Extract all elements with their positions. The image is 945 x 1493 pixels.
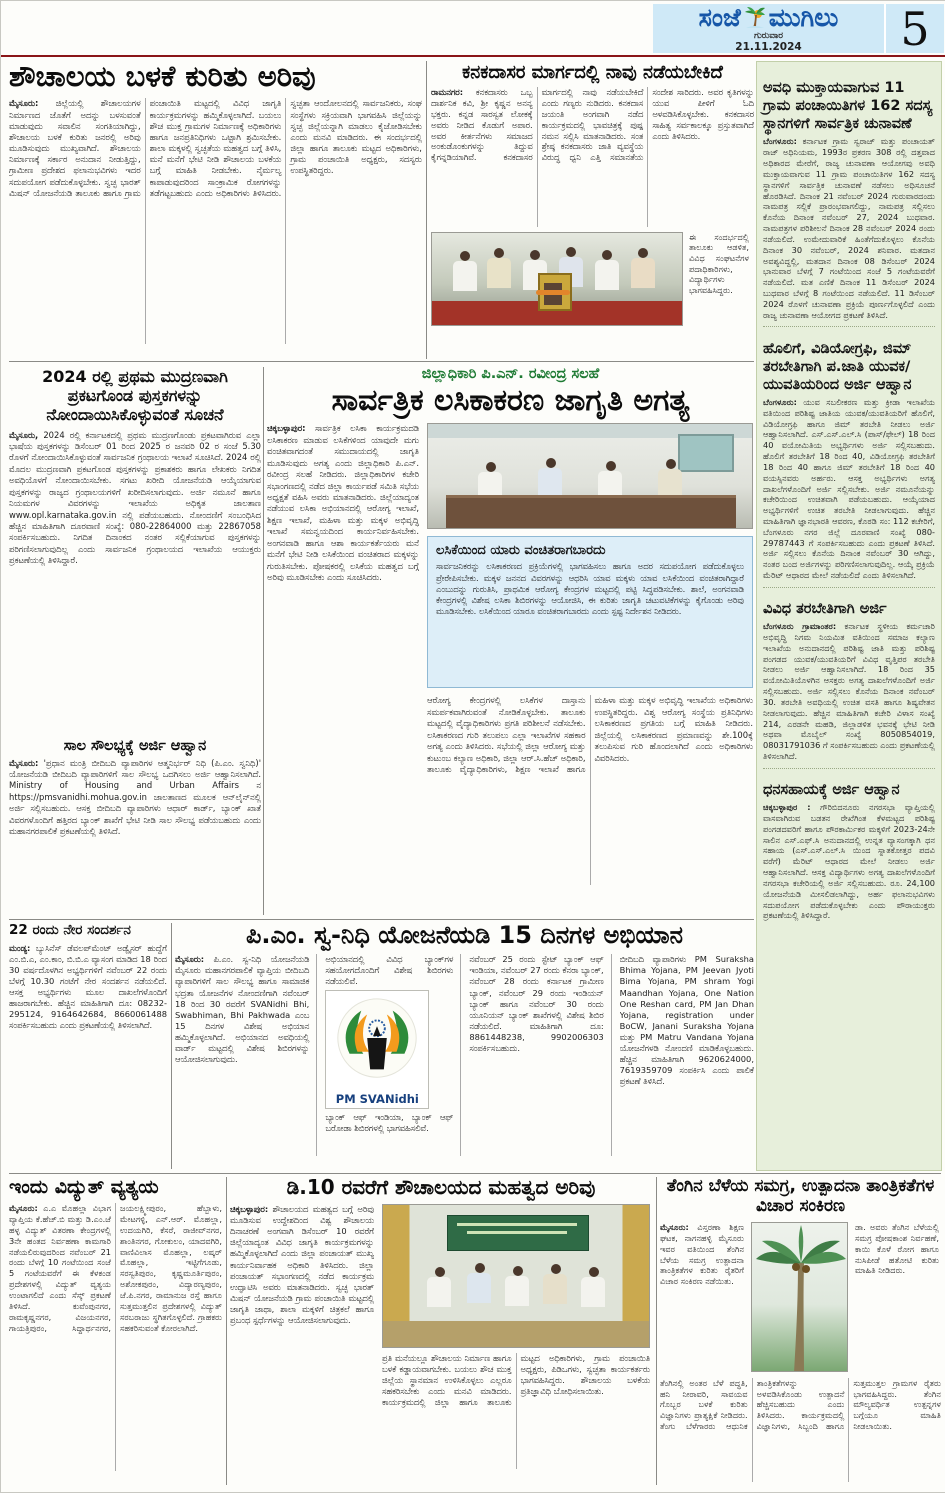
body-text: ಸಾರ್ವತ್ರಿಕ ಲಸಿಕಾ ಕಾರ್ಯಕ್ರಮದಡಿ ಲಸಿಕಾಕರಣ ಮಾಡುವ ಲಸಿಕೆಗಳಿಂದ ಯಾವುದೇ ಮಗು ವಂಚಿತವಾಗದಂತೆ ಸಮುದಾಯದಲ್ಲಿ ಜಾಗೃತಿ ಮೂಡಿಸುವುದು ಅಗತ್ಯ ಎಂದು ಜಿಲ್ಲಾಧಿಕಾರಿ ಪಿ.ಎನ್. ರವೀಂದ್ರ ಸಲಹೆ ನೀಡಿದರು. ಜಿಲ್ಲಾಧಿಕಾರಿಗಳ ಕಚೇರಿ ಸಭಾಂಗಣದಲ್ಲಿ ನಡೆದ ಜಿಲ್ಲಾ ಕಾರ್ಯಪಡೆ ಸಮಿತಿ ಸಭೆಯ ಅಧ್ಯಕ್ಷತೆ ವಹಿಸಿ ಅವರು ಮಾತನಾಡಿದರು. ಜಿಲ್ಲೆಯಾದ್ಯಂತ ನಡೆಯುವ ಲಸಿಕಾ ಅಭಿಯಾನದಲ್ಲಿ ಆರೋಗ್ಯ ಇಲಾಖೆ, ಶಿಕ್ಷಣ ಇಲಾಖೆ, ಮಹಿಳಾ ಮತ್ತು ಮಕ್ಕಳ ಅಭಿವೃದ್ಧಿ ಇಲಾಖೆ ಸಮನ್ವಯದಿಂದ ಕಾರ್ಯನಿರ್ವಹಿಸಬೇಕು. ಅಂಗನವಾಡಿ ಹಾಗೂ ಆಶಾ ಕಾರ್ಯಕರ್ತೆಯರು ಮನೆ ಮನೆಗೆ ಭೇಟಿ ನೀಡಿ ಲಸಿಕೆಯಿಂದ ವಂಚಿತರಾದ ಮಕ್ಕಳನ್ನು ಗುರುತಿಸಬೇಕು. ಪೋಷಕರಲ್ಲಿ ಲಸಿಕೆಯ ಮಹತ್ವದ ಬಗ್ಗೆ ಅರಿವು ಮೂಡಿಸಬೇಕು ಎಂದು ಸೂಚಿಸಿದರು. (267, 423, 419, 582)
row-divider (9, 361, 754, 362)
dateline: ಮೈಸೂರು, (9, 429, 39, 440)
headline: ಹೊಲಿಗೆ, ವಿಡಿಯೋಗ್ರಫಿ, ಜಿಮ್ ತರಬೇತಿಗಾಗಿ ಪ.ಜಾತಿ ಯುವಕ/ಯುವತಿಯರಿಂದ ಅರ್ಜಿ ಆಹ್ವಾನ (763, 340, 912, 393)
body-text: ಕರ್ನಾಟಕ ಸ್ಥಳೀಯ ಕರ್ಮಚಾರಿ ಅಭಿವೃದ್ಧಿ ನಿಗಮ ನಿಯಮಿತ ವತಿಯಿಂದ ಸಮಾಜ ಕಲ್ಯಾಣ ಇಲಾಖೆಯ ಅನುದಾನದಲ್ಲಿ ಪರಿಶಿಷ್ಟ ಜಾತಿ ಮತ್ತು ಪರಿಶಿಷ್ಟ ಪಂಗಡದ ಯುವಕ/ಯುವತಿಯರಿಗೆ ವಿವಿಧ ವೃತ್ತಿಪರ ತರಬೇತಿ ನೀಡಲು ಅರ್ಜಿ ಆಹ್ವಾನಿಸಲಾಗಿದೆ. 18 ರಿಂದ 35 ವಯೋಮಿತಿಯೊಳಗಿನ ಆಸಕ್ತರು ಅಗತ್ಯ ದಾಖಲೆಗಳೊಂದಿಗೆ ಅರ್ಜಿ ಸಲ್ಲಿಸಬಹುದು. ಅರ್ಜಿ ಸಲ್ಲಿಸಲು ಕೊನೆಯ ದಿನಾಂಕ ನವೆಂಬರ್ 30. ತರಬೇತಿ ಅವಧಿಯಲ್ಲಿ ಉಚಿತ ವಸತಿ ಹಾಗೂ ಶಿಷ್ಯವೇತನ ನೀಡಲಾಗುವುದು. ಹೆಚ್ಚಿನ ಮಾಹಿತಿಗಾಗಿ ಕಚೇರಿ ವಿಳಾಸ ಸಂಖ್ಯೆ 214, ಎರಡನೇ ಮಹಡಿ, ಜಿಲ್ಲಾಡಳಿತ ಭವನಕ್ಕೆ ಭೇಟಿ ನೀಡಿ ಅಥವಾ ಮೊಬೈಲ್ ಸಂಖ್ಯೆ 8050854019, 08031791036 ಗೆ ಸಂಪರ್ಕಿಸಬಹುದು ಎಂದು ಪ್ರಕಟಣೆಯಲ್ಲಿ ತಿಳಿಸಲಾಗಿದೆ. (763, 621, 936, 762)
photo-kanakadasa-event (431, 232, 683, 326)
body-text: 'ಪ್ರಧಾನ ಮಂತ್ರಿ ಬೀದಿಬದಿ ವ್ಯಾಪಾರಿಗಳ ಆತ್ಮನಿರ್ಭರ್ ನಿಧಿ (ಪಿ.ಎಂ. ಸ್ವನಿಧಿ)' ಯೋಜನೆಯಡಿ ಬೀದಿಬದಿ ವ್ಯಾಪಾರಿಗಳಿಗೆ ಸಾಲ ಸೌಲಭ್ಯ ಒದಗಿಸಲು ಅರ್ಜಿ ಆಹ್ವಾನಿಸಲಾಗಿದೆ. Ministry of Housing and Urban Affairs ನ https://pmsvanidhi.mohua.gov.in ಜಾಲತಾಣದ ಮೂಲಕ ಆನ್‌ಲೈನ್‌ನಲ್ಲಿ ಅರ್ಜಿ ಸಲ್ಲಿಸಬಹುದು. ಆಸಕ್ತ ಬೀದಿಬದಿ ವ್ಯಾಪಾರಿಗಳು ಆಧಾರ್ ಕಾರ್ಡ್, ಬ್ಯಾಂಕ್ ಖಾತೆ ವಿವರಗಳೊಂದಿಗೆ ಹತ್ತಿರದ ಬ್ಯಾಂಕ್ ಶಾಖೆಗೆ ಭೇಟಿ ನೀಡಿ ಸಾಲ ಸೌಲಭ್ಯ ಪಡೆಯಬಹುದು ಎಂದು ಮಹಾನಗರಪಾಲಿಕೆ ಪ್ರಕಟಣೆಯಲ್ಲಿ ತಿಳಿಸಿದೆ. (9, 757, 261, 837)
dateline: ಮೈಸೂರು: (660, 1222, 689, 1233)
vaccination-infobox (427, 536, 753, 688)
column-divider (263, 367, 264, 915)
story-gp-election (763, 79, 935, 327)
body (763, 397, 935, 581)
masthead-day: ಗುರುವಾರ (753, 30, 784, 41)
masthead-rule (1, 55, 945, 57)
story-tailoring-training (763, 340, 935, 588)
kicker: ಜಿಲ್ಲಾಧಿಕಾರಿ ಪಿ.ಎನ್. ರವೀಂದ್ರ ಸಲಹೆ (421, 367, 600, 382)
headline: ತೆಂಗಿನ ಬೆಳೆಯ ಸಮಗ್ರ, ಉತ್ಪಾದನಾ ತಾಂತ್ರಿಕತೆಗಳ ವಿಚಾರ ಸಂಕಿರಣ (666, 1177, 935, 1216)
story-toilet-awareness (9, 61, 422, 359)
masthead-title-left: ಸಂಜೆ (698, 2, 741, 32)
body (763, 136, 935, 320)
body-text: ಪಿ.ಎಂ. ಸ್ವ-ನಿಧಿ ಯೋಜನೆಯಡಿ ಮೈಸೂರು ಮಹಾನಗರಪಾಲಿಕೆ ವ್ಯಾಪ್ತಿಯ ಬೀದಿಬದಿ ವ್ಯಾಪಾರಿಗಳಿಗೆ ಸಾಲ ಸೌಲಭ್ಯ ಹಾಗೂ ಸಾಮಾಜಿಕ ಭದ್ರತಾ ಯೋಜನೆಗಳ ನೋಂದಣಿಗಾಗಿ ನವೆಂಬರ್ 18 ರಿಂದ 30 ರವರೆಗೆ SVANidhi Bhi, Swabhiman, Bhi Pakhwada ಎಂಬ 15 ದಿನಗಳ ವಿಶೇಷ ಅಭಿಯಾನ ಹಮ್ಮಿಕೊಳ್ಳಲಾಗಿದೆ. ಅಭಿಯಾನದ ಅವಧಿಯಲ್ಲಿ ವಾರ್ಡ್ ಮಟ್ಟದಲ್ಲಿ ವಿಶೇಷ ಶಿಬಿರಗಳನ್ನು ಆಯೋಜಿಸಲಾಗುವುದು. (175, 954, 310, 1065)
body (9, 430, 261, 730)
body-left (660, 1222, 744, 1372)
body (9, 1203, 222, 1471)
body-left (267, 423, 419, 891)
body-bottom: ತೆಂಗಿನಲ್ಲಿ ಅಂತರ ಬೆಳೆ ಪದ್ಧತಿ, ಹನಿ ನೀರಾವರಿ, ಸಾವಯವ ಗೊಬ್ಬರ ಬಳಕೆ ಕುರಿತು ವಿಜ್ಞಾನಿಗಳು ಪ್ರಾತ್ಯಕ್ಷಿಕೆ ನೀಡಿದರು. ತೆಂಗು ಬೆಳೆಗಾರರು ಆಧುನಿಕ ತಾಂತ್ರಿಕತೆಗಳನ್ನು ಅಳವಡಿಸಿಕೊಂಡು ಉತ್ಪಾದನೆ ಹೆಚ್ಚಿಸಬಹುದು ಎಂದು ತಿಳಿಸಿದರು. ಕಾರ್ಯಕ್ರಮದಲ್ಲಿ ವಿಜ್ಞಾನಿಗಳು, ಸಿಬ್ಬಂದಿ ಹಾಗೂ ಸುತ್ತಮುತ್ತಲ ಗ್ರಾಮಗಳ ರೈತರು ಭಾಗವಹಿಸಿದ್ದರು. ತೆಂಗಿನ ಮೌಲ್ಯವರ್ಧಿತ ಉತ್ಪನ್ನಗಳ ಬಗ್ಗೆಯೂ ಮಾಹಿತಿ ನೀಡಲಾಯಿತು. (660, 1378, 941, 1431)
story-interview (9, 923, 167, 1169)
body-text: ಯುವ ಸಬಲೀಕರಣ ಮತ್ತು ಕ್ರೀಡಾ ಇಲಾಖೆಯ ವತಿಯಿಂದ ಪರಿಶಿಷ್ಟ ಜಾತಿಯ ಯುವಕ/ಯುವತಿಯರಿಗೆ ಹೊಲಿಗೆ, ವಿಡಿಯೋಗ್ರಫಿ ಹಾಗೂ ಜಿಮ್ ತರಬೇತಿ ನೀಡಲು ಅರ್ಜಿ ಆಹ್ವಾನಿಸಲಾಗಿದೆ. ಎಸ್.ಎಸ್.ಎಲ್.ಸಿ (ಪಾಸ್/ಫೇಲ್) 18 ರಿಂದ 40 ವಯೋಮಿತಿಯ ಅಭ್ಯರ್ಥಿಗಳು ಅರ್ಜಿ ಸಲ್ಲಿಸಬಹುದು. ಹೊಲಿಗೆ ತರಬೇತಿಗೆ 18 ರಿಂದ 40, ವಿಡಿಯೋಗ್ರಫಿ ತರಬೇತಿಗೆ 18 ರಿಂದ 40 ಹಾಗೂ ಜಿಮ್ ತರಬೇತಿಗೆ 18 ರಿಂದ 40 ವಯಸ್ಸಿನವರು ಅರ್ಹರು. ಆಸಕ್ತ ಅಭ್ಯರ್ಥಿಗಳು ಅಗತ್ಯ ದಾಖಲೆಗಳೊಂದಿಗೆ ಅರ್ಜಿ ಸಲ್ಲಿಸಬೇಕು. ಅರ್ಜಿ ನಮೂನೆಯನ್ನು ಕಚೇರಿಯಿಂದ ಉಚಿತವಾಗಿ ಪಡೆಯಬಹುದು. ಆಯ್ಕೆಯಾದ ಅಭ್ಯರ್ಥಿಗಳಿಗೆ ಉಚಿತ ತರಬೇತಿ ನೀಡಲಾಗುವುದು. ಹೆಚ್ಚಿನ ಮಾಹಿತಿಗಾಗಿ ಜ್ಞಾನಭಾರತಿ ಆವರಣ, ಕೊಠಡಿ ಸಂ: 112 ಕಚೇರಿಗೆ, ಬೆಂಗಳೂರು ನಗರ ಜಿಲ್ಲೆ ದೂರವಾಣಿ ಸಂಖ್ಯೆ 080-29787443 ಗೆ ಸಂಪರ್ಕಿಸಬಹುದು ಎಂದು ಪ್ರಕಟಣೆ ತಿಳಿಸಿದೆ. ಅರ್ಜಿ ಸಲ್ಲಿಸಲು ಕೊನೆಯ ದಿನಾಂಕ ನವೆಂಬರ್ 30 ಆಗಿದ್ದು, ನಂತರ ಬಂದ ಅರ್ಜಿಗಳನ್ನು ಪರಿಗಣಿಸಲಾಗುವುದಿಲ್ಲ. ಆಯ್ಕೆ ಪ್ರಕ್ರಿಯೆ ಮೆರಿಟ್ ಆಧಾರದ ಮೇಲೆ ನಡೆಯಲಿದೆ ಎಂದು ತಿಳಿಸಲಾಗಿದೆ. (763, 396, 935, 581)
body-text: ಜಿಲ್ಲೆಯಲ್ಲಿ ಶೌಚಾಲಯಗಳ ನಿರ್ಮಾಣದ ಜೊತೆಗೆ ಅದನ್ನು ಬಳಸುವಂತೆ ಮಾಡುವುದು ಸವಾಲಿನ ಸಂಗತಿಯಾಗಿದ್ದು, ಶೌಚಾಲಯ ಬಳಕೆ ಕುರಿತು ಜನರಲ್ಲಿ ಅರಿವು ಮೂಡಿಸುವುದು ಮುಖ್ಯವಾಗಿದೆ. ಶೌಚಾಲಯ ನಿರ್ಮಾಣಕ್ಕೆ ಸರ್ಕಾರ ಅನುದಾನ ನೀಡುತ್ತಿದ್ದು, ಗ್ರಾಮೀಣ ಪ್ರದೇಶದ ಫಲಾನುಭವಿಗಳು ಇದರ ಸದುಪಯೋಗ ಪಡೆದುಕೊಳ್ಳಬೇಕು. ಸ್ವಚ್ಛ ಭಾರತ್ ಮಿಷನ್ ಯೋಜನೆಯಡಿ ತಾಲೂಕು ಹಾಗೂ ಗ್ರಾಮ ಪಂಚಾಯಿತಿ ಮಟ್ಟದಲ್ಲಿ ವಿವಿಧ ಜಾಗೃತಿ ಕಾರ್ಯಕ್ರಮಗಳನ್ನು ಹಮ್ಮಿಕೊಳ್ಳಲಾಗಿದೆ. ಬಯಲು ಶೌಚ ಮುಕ್ತ ಗ್ರಾಮಗಳ ನಿರ್ಮಾಣಕ್ಕೆ ಅಧಿಕಾರಿಗಳು ಹಾಗೂ ಜನಪ್ರತಿನಿಧಿಗಳು ಒಟ್ಟಾಗಿ ಶ್ರಮಿಸಬೇಕು. ಶಾಲಾ ಮಕ್ಕಳಲ್ಲಿ ಸ್ವಚ್ಛತೆಯ ಮಹತ್ವದ ಬಗ್ಗೆ ತಿಳಿಸಿ, ಮನೆ ಮನೆಗೆ ಭೇಟಿ ನೀಡಿ ಶೌಚಾಲಯ ಬಳಕೆಯ ಬಗ್ಗೆ ಮಾಹಿತಿ ನೀಡಬೇಕು. ನೈರ್ಮಲ್ಯ ಕಾಪಾಡುವುದರಿಂದ ಸಾಂಕ್ರಾಮಿಕ ರೋಗಗಳನ್ನು ತಡೆಗಟ್ಟಬಹುದು ಎಂದು ಅಧಿಕಾರಿಗಳು ತಿಳಿಸಿದರು. ಸ್ವಚ್ಛತಾ ಆಂದೋಲನದಲ್ಲಿ ಸಾರ್ವಜನಿಕರು, ಸಂಘ ಸಂಸ್ಥೆಗಳು ಸಕ್ರಿಯವಾಗಿ ಭಾಗವಹಿಸಿ ಜಿಲ್ಲೆಯನ್ನು ಸ್ವಚ್ಛ ಜಿಲ್ಲೆಯನ್ನಾಗಿ ಮಾಡಲು ಕೈಜೋಡಿಸಬೇಕು ಎಂದು ಮನವಿ ಮಾಡಿದರು. ಈ ಸಂದರ್ಭದಲ್ಲಿ ಜಿಲ್ಲಾ ಹಾಗೂ ತಾಲೂಕು ಮಟ್ಟದ ಅಧಿಕಾರಿಗಳು, ಗ್ರಾಮ ಪಂಚಾಯಿತಿ ಅಧ್ಯಕ್ಷರು, ಸದಸ್ಯರು ಉಪಸ್ಥಿತರಿದ್ದರು. (9, 98, 422, 198)
headline: ಧನಸಹಾಯಕ್ಕೆ ಅರ್ಜಿ ಆಹ್ವಾನ (763, 781, 900, 798)
body (763, 621, 935, 762)
body-text: ಬ್ಯುಸಿನೆಸ್ ಡೆವಲಪ್‌ಮೆಂಟ್ ಅಡ್ವೈಸರ್ ಹುದ್ದೆಗೆ ಎಂ.ಬಿ.ಎ, ಎಂ.ಕಾಂ, ಬಿ.ಬಿ.ಎ ವ್ಯಾಸಂಗ ಮಾಡಿದ 18 ರಿಂದ 30 ವರ್ಷದೊಳಗಿನ ಅಭ್ಯರ್ಥಿಗಳಿಗೆ ನವೆಂಬರ್ 22 ರಂದು ಬೆಳಗ್ಗೆ 10.30 ಗಂಟೆಗೆ ನೇರ ಸಂದರ್ಶನ ನಡೆಯಲಿದೆ. ಆಸಕ್ತ ಅಭ್ಯರ್ಥಿಗಳು ಮೂಲ ದಾಖಲೆಗಳೊಂದಿಗೆ ಹಾಜರಾಗಬೇಕು. ಹೆಚ್ಚಿನ ಮಾಹಿತಿಗಾಗಿ ದೂ: 08232-295124, 9164642684, 8660061488 ಸಂಪರ್ಕಿಸಬಹುದು ಎಂದು ಪ್ರಕಟಣೆಯಲ್ಲಿ ತಿಳಿಸಲಾಗಿದೆ. (9, 942, 167, 1031)
body-col-3: ನವೆಂಬರ್ 25 ರಂದು ಸ್ಟೇಟ್ ಬ್ಯಾಂಕ್ ಆಫ್ ಇಂಡಿಯಾ, ನವೆಂಬರ್ 27 ರಂದು ಕೆನರಾ ಬ್ಯಾಂಕ್, ನವೆಂಬರ್ 28 ರಂದು ಕರ್ನಾಟಕ ಗ್ರಾಮೀಣ ಬ್ಯಾಂಕ್, ನವೆಂಬರ್ 29 ರಂದು ಇಂಡಿಯನ್ ಬ್ಯಾಂಕ್ ಹಾಗೂ ನವೆಂಬರ್ 30 ರಂದು ಯೂನಿಯನ್ ಬ್ಯಾಂಕ್ ಶಾಖೆಗಳಲ್ಲಿ ವಿಶೇಷ ಶಿಬಿರ ನಡೆಯಲಿದೆ. ಮಾಹಿತಿಗಾಗಿ ದೂ: 8861448238, 9902006303 ಸಂಪರ್ಕಿಸಬಹುದು. (469, 954, 611, 1156)
column-divider (226, 1177, 227, 1485)
headline: 2024 ರಲ್ಲಿ ಪ್ರಥಮ ಮುದ್ರಣವಾಗಿ ಪ್ರಕಟಗೊಂಡ ಪುಸ್ತಕಗಳನ್ನು ನೋಂದಾಯಿಸಿಕೊಳ್ಳುವಂತೆ ಸೂಚನೆ (42, 367, 228, 425)
dateline: ಚಿಕ್ಕಬಳ್ಳಾಪುರ: (267, 423, 306, 434)
column-divider (426, 61, 427, 359)
dateline: ರಾಮನಗರ: (431, 86, 464, 97)
right-column (756, 61, 942, 1171)
dateline: ಬೆಂಗಳೂರು: (763, 136, 797, 147)
dateline: ಬೆಂಗಳೂರು: (763, 396, 797, 407)
body-text: ಕರ್ನಾಟಕ ಗ್ರಾಮ ಸ್ವರಾಜ್ ಮತ್ತು ಪಂಚಾಯತ್ ರಾಜ್ ಅಧಿನಿಯಮ, 1993ರ ಪ್ರಕರಣ 308 ರಲ್ಲಿ ದತ್ತವಾದ ಅಧಿಕಾರದ ಮೇರೆಗೆ, ರಾಜ್ಯ ಚುನಾವಣಾ ಆಯೋಗವು ಅವಧಿ ಮುಕ್ತಾಯವಾಗುವ 11 ಗ್ರಾಮ ಪಂಚಾಯಿತಿಗಳ 162 ಸದಸ್ಯ ಸ್ಥಾನಗಳಿಗೆ ಸಾರ್ವತ್ರಿಕ ಚುನಾವಣೆ ನಡೆಸಲು ಅಧಿಸೂಚನೆ ಹೊರಡಿಸಿದೆ. ದಿನಾಂಕ 21 ನವೆಂಬರ್ 2024 ಗುರುವಾರದಂದು ನಾಮಪತ್ರ ಸಲ್ಲಿಕೆ ಪ್ರಾರಂಭವಾಗಲಿದ್ದು, ನಾಮಪತ್ರ ಸಲ್ಲಿಸಲು ಕೊನೆಯ ದಿನಾಂಕ ನವೆಂಬರ್ 27, 2024 ಬುಧವಾರ. ನಾಮಪತ್ರಗಳ ಪರಿಶೀಲನೆ ದಿನಾಂಕ 28 ನವೆಂಬರ್ 2024 ರಂದು ನಡೆಯಲಿದೆ. ಉಮೇದುವಾರಿಕೆ ಹಿಂತೆಗೆದುಕೊಳ್ಳಲು ಕೊನೆಯ ದಿನಾಂಕ 30 ನವೆಂಬರ್, 2024 ಶನಿವಾರ. ಮತದಾನ ಅವಶ್ಯವಿದ್ದಲ್ಲಿ, ಮತದಾನ ದಿನಾಂಕ 08 ಡಿಸೆಂಬರ್ 2024 ಭಾನುವಾರ ಬೆಳಗ್ಗೆ 7 ಗಂಟೆಯಿಂದ ಸಂಜೆ 5 ಗಂಟೆಯವರೆಗೆ ನಡೆಯಲಿದೆ. ಮತ ಎಣಿಕೆ ದಿನಾಂಕ 11 ಡಿಸೆಂಬರ್ 2024 ಬುಧವಾರ ಬೆಳಗ್ಗೆ 8 ಗಂಟೆಯಿಂದ ನಡೆಯಲಿದೆ. 11 ಡಿಸೆಂಬರ್ 2024 ರೊಳಗೆ ಚುನಾವಣಾ ಪ್ರಕ್ರಿಯೆ ಪೂರ್ಣಗೊಳ್ಳಲಿದೆ ಎಂದು ರಾಜ್ಯ ಚುನಾವಣಾ ಆಯೋಗದ ಪ್ರಕಟಣೆ ತಿಳಿಸಿದೆ. (763, 136, 935, 320)
body-text: ವಿಸ್ತರಣಾ ಶಿಕ್ಷಣ ಘಟಕ, ನಾಗನಹಳ್ಳಿ ಮೈಸೂರು ಇವರ ವತಿಯಿಂದ ತೆಂಗಿನ ಬೆಳೆಯ ಸಮಗ್ರ ಉತ್ಪಾದನಾ ತಾಂತ್ರಿಕತೆಗಳ ಕುರಿತು ರೈತರಿಗೆ ವಿಚಾರ ಸಂಕಿರಣ ನಡೆಯಿತು. (660, 1222, 744, 1287)
body-text: ಕನಕದಾಸರು ಒಬ್ಬ ದಾರ್ಶನಿಕ ಕವಿ, ಶ್ರೀ ಕೃಷ್ಣನ ಅನನ್ಯ ಭಕ್ತರು. ಕನ್ನಡ ಸಾರಸ್ವತ ಲೋಕಕ್ಕೆ ಅವರು ನೀಡಿದ ಕೊಡುಗೆ ಅಪಾರ. ಅವರ ಕೀರ್ತನೆಗಳು ಸಮಾಜದ ಅಂಕುಡೊಂಕುಗಳನ್ನು ತಿದ್ದುವ ಕೈಗನ್ನಡಿಯಾಗಿವೆ. ಕನಕದಾಸರ ಮಾರ್ಗದಲ್ಲಿ ನಾವು ನಡೆಯಬೇಕಿದೆ ಎಂದು ಗಣ್ಯರು ನುಡಿದರು. ಕನಕದಾಸ ಜಯಂತಿ ಅಂಗವಾಗಿ ನಡೆದ ಕಾರ್ಯಕ್ರಮದಲ್ಲಿ ಭಾವಚಿತ್ರಕ್ಕೆ ಪುಷ್ಪ ನಮನ ಸಲ್ಲಿಸಿ ಮಾತನಾಡಿದರು. ಸಂತ ಶ್ರೇಷ್ಠ ಕನಕದಾಸರು ಜಾತಿ ವ್ಯವಸ್ಥೆಯ ವಿರುದ್ಧ ಧ್ವನಿ ಎತ್ತಿ ಸಮಾನತೆಯ ಸಂದೇಶ ಸಾರಿದರು. ಅವರ ಕೃತಿಗಳನ್ನು ಯುವ ಪೀಳಿಗೆ ಓದಿ ಅಳವಡಿಸಿಕೊಳ್ಳಬೇಕು. ಕನಕದಾಸರ ಸಾಹಿತ್ಯ ಸರ್ವಕಾಲಕ್ಕೂ ಪ್ರಸ್ತುತವಾಗಿದೆ ಎಂದು ತಿಳಿಸಿದರು. (431, 86, 754, 163)
column-divider (171, 923, 172, 1169)
body-col-1 (175, 954, 317, 1156)
body (9, 943, 167, 1155)
body-text: 2024 ರಲ್ಲಿ ಕರ್ನಾಟಕದಲ್ಲಿ ಪ್ರಥಮ ಮುದ್ರಣಗೊಂಡು ಪ್ರಕಟವಾಗಿರುವ ಎಲ್ಲಾ ಭಾಷೆಯ ಪುಸ್ತಕಗಳನ್ನು ಡಿಸೆಂಬರ್ 01 ರಿಂದ 2025 ರ ಜನವರಿ 02 ರ ಸಂಜೆ 5.30 ರೊಳಗೆ ನೋಂದಾಯಿಸಿಕೊಳ್ಳುವಂತೆ ಸಾರ್ವಜನಿಕ ಗ್ರಂಥಾಲಯ ಇಲಾಖೆ ಸೂಚಿಸಿದೆ. 2024 ರಲ್ಲಿ ಮೊದಲ ಮುದ್ರಣವಾಗಿ ಪ್ರಕಟಗೊಂಡ ಪುಸ್ತಕಗಳನ್ನು ಪ್ರಕಾಶಕರು ಹಾಗೂ ಲೇಖಕರು ನಿಗದಿತ ಅವಧಿಯೊಳಗೆ ನೋಂದಾಯಿಸಬೇಕು. ಸಗಟು ಖರೀದಿ ಯೋಜನೆಯಡಿ ಆಯ್ಕೆಯಾಗುವ ಪುಸ್ತಕಗಳನ್ನು ರಾಜ್ಯದ ಗ್ರಂಥಾಲಯಗಳಿಗೆ ಖರೀದಿಸಲಾಗುವುದು. ಅರ್ಜಿ ನಮೂನೆ ಹಾಗೂ ನಿಯಮಗಳ ವಿವರಗಳನ್ನು ಇಲಾಖೆಯ ಅಧಿಕೃತ ಜಾಲತಾಣ www.opl.karnataka.gov.in ನಲ್ಲಿ ಪಡೆಯಬಹುದು. ನೋಂದಣಿಗೆ ಸಂಬಂಧಿಸಿದ ಹೆಚ್ಚಿನ ಮಾಹಿತಿಗಾಗಿ ದೂರವಾಣಿ ಸಂಖ್ಯೆ: 080-22864000 ಮತ್ತು 22867058 ಸಂಪರ್ಕಿಸಬಹುದು. ನಿಗದಿತ ದಿನಾಂಕದ ನಂತರ ಸಲ್ಲಿಕೆಯಾಗುವ ಪುಸ್ತಕಗಳನ್ನು ಪರಿಗಣಿಸಲಾಗುವುದಿಲ್ಲ ಎಂದು ಸಾರ್ವಜನಿಕ ಗ್ರಂಥಾಲಯದ ಇಲಾಖೆಯ ಆಯುಕ್ತರು ಪ್ರಕಟಣೆಯಲ್ಲಿ ತಿಳಿಸಿದ್ದಾರೆ. (9, 429, 261, 566)
masthead-date: 21.11.2024 (735, 40, 802, 53)
headline: 22 ರಂದು ನೇರ ಸಂದರ್ಶನ (9, 923, 131, 938)
story-toilet-day (230, 1177, 652, 1485)
story-pm-svanidhi (175, 923, 754, 1169)
body-col-2b: ಬ್ಯಾಂಕ್ ಆಫ್ ಇಂಡಿಯಾ, ಬ್ಯಾಂಕ್ ಆಫ್ ಬರೋಡಾ ಶಿಬಿರಗಳಲ್ಲಿ ಭಾಗವಹಿಸಲಿವೆ. (325, 1112, 454, 1133)
body-text: ಎ.ಎ ಮೊಹಲ್ಲಾ ವಿಭಾಗ ವ್ಯಾಪ್ತಿಯ ಕೆ.ಹೆಚ್.ಬಿ ಮತ್ತು ಡಿ.ಎಂ.ಜೆ ಹಳ್ಳ ವಿದ್ಯುತ್ ವಿತರಣಾ ಕೇಂದ್ರಗಳಲ್ಲಿ 3ನೇ ಹಂತದ ನಿರ್ವಹಣಾ ಕಾಮಗಾರಿ ನಡೆಯಲಿರುವುದರಿಂದ ನವೆಂಬರ್ 21 ರಂದು ಬೆಳಗ್ಗೆ 10 ಗಂಟೆಯಿಂದ ಸಂಜೆ 5 ಗಂಟೆಯವರೆಗೆ ಈ ಕೆಳಕಂಡ ಪ್ರದೇಶಗಳಲ್ಲಿ ವಿದ್ಯುತ್ ವ್ಯತ್ಯಯ ಉಂಟಾಗಲಿದೆ ಎಂದು ಸೆಸ್ಕ್ ಪ್ರಕಟಣೆ ತಿಳಿಸಿದೆ. ಕುವೆಂಪುನಗರ, ರಾಮಕೃಷ್ಣನಗರ, ವಿಜಯನಗರ, ಗಾಯತ್ರಿಪುರಂ, ಸಿದ್ದಾರ್ಥನಗರ, ಜಯಲಕ್ಷ್ಮೀಪುರಂ, ಹೆಬ್ಬಾಳು, ಮೇಟಗಳ್ಳಿ, ಎನ್.ಆರ್. ಮೊಹಲ್ಲಾ, ಉದಯಗಿರಿ, ಕೆಸರೆ, ರಾಜೀವ್‌ನಗರ, ಶಾಂತಿನಗರ, ಗೋಕುಲಂ, ಯಾದವಗಿರಿ, ವಾಣಿವಿಲಾಸ ಮೊಹಲ್ಲಾ, ಲಷ್ಕರ್ ಮೊಹಲ್ಲಾ, ಇಟ್ಟಿಗೆಗೂಡು, ಸರಸ್ವತಿಪುರಂ, ಕೃಷ್ಣಮೂರ್ತಿಪುರಂ, ಅಶೋಕಪುರಂ, ವಿದ್ಯಾರಣ್ಯಪುರಂ, ಜೆ.ಪಿ.ನಗರ, ರಾಮಾನುಜ ರಸ್ತೆ ಹಾಗೂ ಸುತ್ತಮುತ್ತಲಿನ ಪ್ರದೇಶಗಳಲ್ಲಿ ವಿದ್ಯುತ್ ಸರಬರಾಜು ಸ್ಥಗಿತಗೊಳ್ಳಲಿದೆ. ಗ್ರಾಹಕರು ಸಹಕರಿಸುವಂತೆ ಕೋರಲಾಗಿದೆ. (9, 1202, 222, 1333)
body-right: ಡಾ. ಅವರು ತೆಂಗಿನ ಬೆಳೆಯಲ್ಲಿ ಸಮಗ್ರ ಪೋಷಕಾಂಶ ನಿರ್ವಹಣೆ, ಕಾಯಿ ಕೊಳೆ ರೋಗ ಹಾಗೂ ನುಸಿಪೀಡೆ ಹತೋಟಿ ಕುರಿತು ಮಾಹಿತಿ ನೀಡಿದರು. (855, 1222, 939, 1276)
headline: ವಿವಿಧ ತರಬೇತಿಗಾಗಿ ಅರ್ಜಿ (763, 601, 887, 617)
body-left (230, 1204, 374, 1472)
body-col-2a: ಅಭಿಯಾನದಲ್ಲಿ ವಿವಿಧ ಬ್ಯಾಂಕ್‌ಗಳ ಸಹಯೋಗದೊಂದಿಗೆ ವಿಶೇಷ ಶಿಬಿರಗಳು ನಡೆಯಲಿವೆ. (325, 954, 454, 986)
pm-svanidhi-logo-caption: PM SVANidhi (335, 1091, 419, 1106)
column-divider (656, 1177, 657, 1485)
body-loan (9, 758, 261, 915)
masthead-left (653, 4, 884, 53)
body-col-4: ಬೀದಿಬದಿ ವ್ಯಾಪಾರಿಗಳು PM Suraksha Bhima Yojana, PM Jeevan Jyoti Bima Yojana, PM shram Yogi Maandhan Yojana, One Nation One Reshan card, PM Jan Dhan Yojana, registration under BoCW, Janani Suraksha Yojana ಮತ್ತು PM Matru Vandana Yojana ಯೋಜನೆಗಳಡಿ ನೋಂದಣಿ ಮಾಡಿಕೊಳ್ಳಬಹುದು. ಹೆಚ್ಚಿನ ಮಾಹಿತಿಗಾಗಿ 9620624000, 7619359709 ಸಂಪರ್ಕಿಸಿ ಎಂದು ಪಾಲಿಕೆ ಪ್ರಕಟಣೆ ತಿಳಿಸಿದೆ. (619, 954, 754, 1087)
body-bottom: ಆರೋಗ್ಯ ಕೇಂದ್ರಗಳಲ್ಲಿ ಲಸಿಕೆಗಳ ದಾಸ್ತಾನು ಸಮರ್ಪಕವಾಗಿರುವಂತೆ ನೋಡಿಕೊಳ್ಳಬೇಕು. ತಾಲೂಕು ಮಟ್ಟದಲ್ಲಿ ವೈದ್ಯಾಧಿಕಾರಿಗಳು ಪ್ರಗತಿ ಪರಿಶೀಲನೆ ನಡೆಸಬೇಕು. ಲಸಿಕಾಕರಣದ ಗುರಿ ತಲುಪಲು ಎಲ್ಲಾ ಇಲಾಖೆಗಳ ಸಹಕಾರ ಅಗತ್ಯ ಎಂದು ತಿಳಿಸಿದರು. ಸಭೆಯಲ್ಲಿ ಜಿಲ್ಲಾ ಆರೋಗ್ಯ ಮತ್ತು ಕುಟುಂಬ ಕಲ್ಯಾಣ ಅಧಿಕಾರಿ, ಜಿಲ್ಲಾ ಆರ್.ಸಿ.ಹೆಚ್ ಅಧಿಕಾರಿ, ತಾಲೂಕು ವೈದ್ಯಾಧಿಕಾರಿಗಳು, ಶಿಕ್ಷಣ ಇಲಾಖೆ ಹಾಗೂ ಮಹಿಳಾ ಮತ್ತು ಮಕ್ಕಳ ಅಭಿವೃದ್ಧಿ ಇಲಾಖೆಯ ಅಧಿಕಾರಿಗಳು ಉಪಸ್ಥಿತರಿದ್ದರು. ವಿಶ್ವ ಆರೋಗ್ಯ ಸಂಸ್ಥೆಯ ಪ್ರತಿನಿಧಿಗಳು ಲಸಿಕಾಕರಣದ ಪ್ರಗತಿಯ ಬಗ್ಗೆ ಮಾಹಿತಿ ನೀಡಿದರು. ಜಿಲ್ಲೆಯಲ್ಲಿ ಲಸಿಕಾಕರಣದ ಪ್ರಮಾಣವನ್ನು ಶೇ.100ಕ್ಕೆ ತಲುಪಿಸುವ ಗುರಿ ಹೊಂದಲಾಗಿದೆ ಎಂದು ಅಧಿಕಾರಿಗಳು ವಿವರಿಸಿದರು. (427, 695, 753, 774)
body (431, 87, 754, 227)
body-text: ಶೌಚಾಲಯದ ಮಹತ್ವದ ಬಗ್ಗೆ ಅರಿವು ಮೂಡಿಸುವ ಉದ್ದೇಶದಿಂದ ವಿಶ್ವ ಶೌಚಾಲಯ ದಿನಾಚರಣೆ ಅಂಗವಾಗಿ ಡಿಸೆಂಬರ್ 10 ರವರೆಗೆ ಜಿಲ್ಲೆಯಾದ್ಯಂತ ವಿವಿಧ ಜಾಗೃತಿ ಕಾರ್ಯಕ್ರಮಗಳನ್ನು ಹಮ್ಮಿಕೊಳ್ಳಲಾಗಿದೆ ಎಂದು ಜಿಲ್ಲಾ ಪಂಚಾಯತ್ ಮುಖ್ಯ ಕಾರ್ಯನಿರ್ವಾಹಕ ಅಧಿಕಾರಿ ತಿಳಿಸಿದರು. ಜಿಲ್ಲಾ ಪಂಚಾಯತ್ ಸಭಾಂಗಣದಲ್ಲಿ ನಡೆದ ಕಾರ್ಯಕ್ರಮ ಉದ್ಘಾಟಿಸಿ ಅವರು ಮಾತನಾಡಿದರು. ಸ್ವಚ್ಛ ಭಾರತ್ ಮಿಷನ್ ಯೋಜನೆಯಡಿ ಗ್ರಾಮ ಪಂಚಾಯಿತಿ ಮಟ್ಟದಲ್ಲಿ ಜಾಗೃತಿ ಜಾಥಾ, ಶಾಲಾ ಮಕ್ಕಳಿಗೆ ಚಿತ್ರಕಲೆ ಹಾಗೂ ಪ್ರಬಂಧ ಸ್ಪರ್ಧೆಗಳನ್ನು ಆಯೋಜಿಸಲಾಗುವುದು. (230, 1204, 374, 1326)
story-books-registration (9, 367, 261, 915)
masthead-title (698, 2, 839, 32)
body (763, 802, 935, 921)
infobox-body: ಸಾರ್ವಜನಿಕರನ್ನು ಲಸಿಕಾಕರಣದ ಪ್ರಕ್ರಿಯೆಗಳಲ್ಲಿ ಭಾಗವಹಿಸಲು ಹಾಗೂ ಅದರ ಸದುಪಯೋಗ ಪಡೆದುಕೊಳ್ಳಲು ಪ್ರೇರೇಪಿಸಬೇಕು. ಮಕ್ಕಳ ಜನನದ ವಿವರಗಳನ್ನು ಆಧರಿಸಿ ಯಾವ ಮಕ್ಕಳು ಯಾವ ಲಸಿಕೆಯಿಂದ ವಂಚಿತರಾಗಿದ್ದಾರೆ ಎಂಬುದನ್ನು ಗುರುತಿಸಿ, ಪ್ರಾಥಮಿಕ ಆರೋಗ್ಯ ಕೇಂದ್ರಗಳ ಮಟ್ಟದಲ್ಲಿ ಪಟ್ಟಿ ಸಿದ್ಧಪಡಿಸಬೇಕು. ಶಾಲೆ, ಅಂಗನವಾಡಿ ಕೇಂದ್ರಗಳಲ್ಲಿ ವಿಶೇಷ ಲಸಿಕಾ ಶಿಬಿರಗಳನ್ನು ಆಯೋಜಿಸಿ, ಈ ಕುರಿತು ಜಾಗೃತಿ ಚಟುವಟಿಕೆಗಳನ್ನು ಕೈಗೊಂಡು ಅರಿವು ಮೂಡಿಸಬೇಕು. ಲಸಿಕೆಯಿಂದ ಯಾರೂ ವಂಚಿತರಾಗಬಾರದು ಎಂದು ಸ್ಪಷ್ಟ ನಿರ್ದೇಶನ ನೀಡಿದರು. (436, 561, 744, 616)
page-number: 5 (884, 4, 944, 53)
pm-svanidhi-logo (325, 990, 429, 1110)
palm-tree-logo-icon (744, 5, 766, 29)
photo-side-text: ಈ ಸಂದರ್ಭದಲ್ಲಿ ತಾಲೂಕು ಆಡಳಿತ, ವಿವಿಧ ಸಂಘಟನೆಗಳ ಪದಾಧಿಕಾರಿಗಳು, ವಿದ್ಯಾರ್ಥಿಗಳು ಭಾಗವಹಿಸಿದ್ದರು. (689, 231, 749, 296)
masthead-title-right: ಮುಗಿಲು (768, 2, 839, 32)
infobox-title: ಲಸಿಕೆಯಿಂದ ಯಾರು ವಂಚಿತರಾಗಬಾರದು (436, 543, 606, 559)
headline: ಶೌಚಾಲಯ ಬಳಕೆ ಕುರಿತು ಅರಿವು (9, 61, 316, 93)
dateline: ಮೈಸೂರು: (9, 1202, 38, 1213)
photo-vaccination-meeting (427, 423, 753, 529)
story-kanakadasa (431, 63, 754, 359)
headline: ಪಿ.ಎಂ. ಸ್ವ-ನಿಧಿ ಯೋಜನೆಯಡಿ 15 ದಿನಗಳ ಅಭಿಯಾನ (246, 923, 683, 949)
dateline: ಮೈಸೂರು: (9, 98, 39, 109)
story-various-training (763, 600, 935, 769)
headline: ಇಂದು ವಿದ್ಯುತ್ ವ್ಯತ್ಯಯ (9, 1177, 159, 1198)
row-divider (9, 919, 754, 920)
dateline: ಬೆಂಗಳೂರು ಗ್ರಾಮಾಂತರ: (763, 621, 837, 632)
dateline: ಮೈಸೂರು: (9, 757, 39, 768)
body-text: ಗೌರಿಬಿದನೂರು ನಗರಸಭಾ ವ್ಯಾಪ್ತಿಯಲ್ಲಿ ವಾಸವಾಗಿರುವ ಬಡತನ ರೇಖೆಗಿಂತ ಕೆಳಮಟ್ಟದ ಪರಿಶಿಷ್ಟ ಪಂಗಡದವರಿಗೆ ಹಾಗೂ ಪೌರಕಾರ್ಮಿಕರ ಮಕ್ಕಳಿಗೆ 2023-24ನೇ ಸಾಲಿನ ಎಸ್.ಎಫ್.ಸಿ ಅನುದಾನದಲ್ಲಿ ಉನ್ನತ ವ್ಯಾಸಂಗಕ್ಕಾಗಿ ಧನ ಸಹಾಯ (ಎಸ್.ಎಸ್.ಎಲ್.ಸಿ ಯಿಂದ ಸ್ನಾತಕೋತ್ತರ ಪದವಿ ವರೆಗೆ) ಮೆರಿಟ್ ಆಧಾರದ ಮೇಲೆ ನೀಡಲು ಅರ್ಜಿ ಆಹ್ವಾನಿಸಲಾಗಿದೆ. ಆಸಕ್ತ ವಿದ್ಯಾರ್ಥಿಗಳು ಅಗತ್ಯ ದಾಖಲೆಗಳೊಂದಿಗೆ ನಗರಸಭಾ ಕಚೇರಿಯಲ್ಲಿ ಅರ್ಜಿ ಸಲ್ಲಿಸಬಹುದು. ರೂ. 24,100 ಯೋಜನೆಯಡಿ ಮೀಸಲಿಡಲಾಗಿದ್ದು, ಅರ್ಹ ಫಲಾನುಭವಿಗಳು ಸದುಪಯೋಗ ಪಡೆದುಕೊಳ್ಳಬೇಕು ಎಂದು ಪೌರಾಯುಕ್ತರು ಪ್ರಕಟಣೆಯಲ್ಲಿ ತಿಳಿಸಿದ್ದಾರೆ. (763, 802, 935, 921)
row-divider (9, 1173, 941, 1174)
story-power-outage (9, 1177, 222, 1485)
photo-coconut-palm (751, 1222, 848, 1372)
headline: ಸಾರ್ವತ್ರಿಕ ಲಸಿಕಾಕರಣ ಜಾಗೃತಿ ಅಗತ್ಯ (331, 382, 690, 418)
subheadline-loan: ಸಾಲ ಸೌಲಭ್ಯಕ್ಕೆ ಅರ್ಜಿ ಆಹ್ವಾನ (63, 737, 207, 754)
body-bottom: ಪ್ರತಿ ಮನೆಯಲ್ಲೂ ಶೌಚಾಲಯ ನಿರ್ಮಾಣ ಹಾಗೂ ಬಳಕೆ ಕಡ್ಡಾಯವಾಗಬೇಕು. ಬಯಲು ಶೌಚ ಮುಕ್ತ ಜಿಲ್ಲೆಯ ಸ್ಥಾನಮಾನ ಉಳಿಸಿಕೊಳ್ಳಲು ಎಲ್ಲರೂ ಸಹಕರಿಸಬೇಕು ಎಂದು ಮನವಿ ಮಾಡಿದರು. ಕಾರ್ಯಕ್ರಮದಲ್ಲಿ ಜಿಲ್ಲಾ ಹಾಗೂ ತಾಲೂಕು ಮಟ್ಟದ ಅಧಿಕಾರಿಗಳು, ಗ್ರಾಮ ಪಂಚಾಯಿತಿ ಅಧ್ಯಕ್ಷರು, ಪಿಡಿಒಗಳು, ಸ್ವಚ್ಛತಾ ಕಾರ್ಯಕರ್ತರು ಭಾಗವಹಿಸಿದ್ದರು. ಶೌಚಾಲಯ ಬಳಕೆಯ ಪ್ರತಿಜ್ಞಾವಿಧಿ ಬೋಧಿಸಲಾಯಿತು. (382, 1353, 650, 1407)
masthead (653, 1, 944, 56)
body (9, 98, 422, 344)
dateline: ಚಿಕ್ಕಬಳ್ಳಾಪುರ : (763, 802, 811, 813)
story-vaccination (267, 367, 754, 915)
headline: ಡಿ.10 ರವರೆಗೆ ಶೌಚಾಲಯದ ಮಹತ್ವದ ಅರಿವು (286, 1177, 596, 1199)
dateline: ಮಂಡ್ಯ: (9, 942, 31, 953)
dateline: ಚಿಕ್ಕಬಳ್ಳಾಪುರ: (230, 1204, 269, 1214)
headline: ಅವಧಿ ಮುಕ್ತಾಯವಾಗುವ 11 ಗ್ರಾಮ ಪಂಚಾಯಿತಿಗಳ 162 ಸದಸ್ಯ ಸ್ಥಾನಗಳಿಗೆ ಸಾರ್ವತ್ರಿಕ ಚುನಾವಣೆ (763, 80, 933, 133)
story-coconut-seminar (660, 1177, 941, 1485)
dateline: ಮೈಸೂರು: (175, 954, 205, 965)
story-financial-aid (763, 781, 935, 921)
headline: ಕನಕದಾಸರ ಮಾರ್ಗದಲ್ಲಿ ನಾವು ನಡೆಯಬೇಕಿದೆ (462, 63, 723, 83)
photo-toilet-day-event (382, 1204, 650, 1348)
